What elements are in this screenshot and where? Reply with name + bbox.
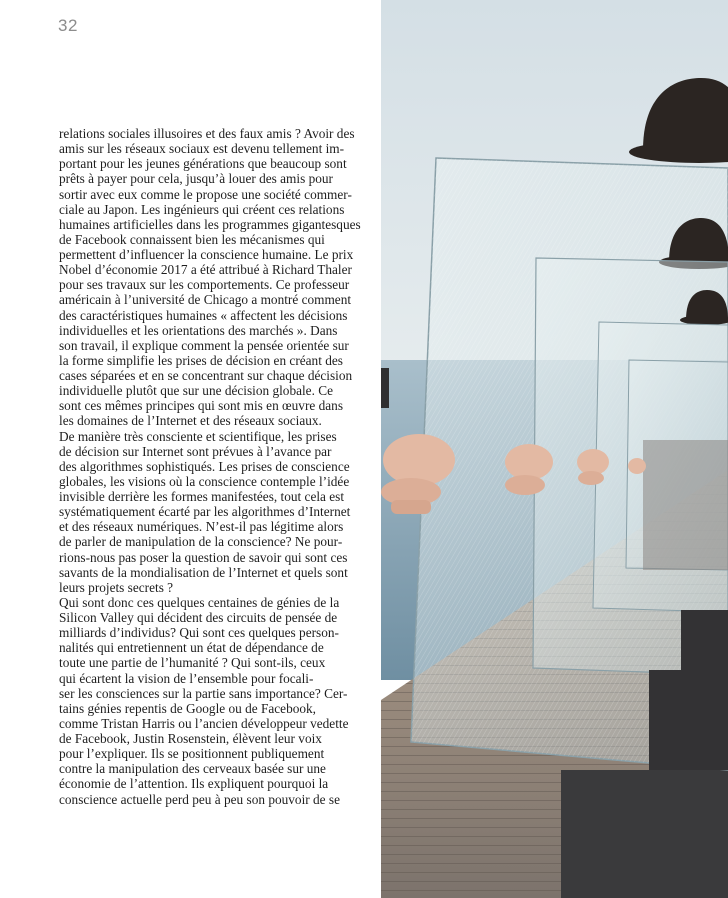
article-line: De manière très consciente et scientifique, les prises: [59, 428, 337, 444]
article-line: la forme simplifie les prises de décision en créant des: [59, 352, 343, 368]
article-text-column: [59, 126, 361, 807]
article-line: son travail, il explique comment la pensée orientée sur: [59, 337, 349, 353]
sleeve: [381, 368, 389, 408]
article-line: pour ses travaux sur les comportements. Ce professeur: [59, 277, 350, 293]
article-line: milliards d’individus? Qui sont ces quelques person-: [59, 625, 339, 641]
man-with-recursive-frames-illustration: [381, 0, 728, 898]
article-line: pour l’expliquer. Ils se positionnent publiquement: [59, 746, 325, 762]
pier-reflection: [643, 440, 728, 570]
coat-piece: [681, 610, 728, 670]
article-line: amis sur les réseaux sociaux est devenu tellement im-: [59, 141, 345, 157]
article-line: permettent d’influencer la conscience humaine. Le prix: [59, 247, 354, 262]
article-line: des caractéristiques humaines « affectent les décisions: [59, 307, 348, 323]
article-line: Nobel d’économie 2017 a été attribué à Richard Thaler: [59, 262, 352, 278]
article-line: individuelles et les orientations des marchés ». Dans: [59, 322, 338, 338]
article-line: qui écartent la vision de l’ensemble pour focali-: [59, 670, 314, 686]
coat: [561, 770, 728, 898]
article-line: humaines artificielles dans les programmes gigantesques: [59, 216, 361, 232]
page-number: 32: [58, 16, 78, 35]
article-line: ciale au Japon. Les ingénieurs qui créent ces relations: [59, 201, 345, 217]
article-line: Qui sont donc ces quelques centaines de génies de la: [59, 594, 340, 610]
article-line: portant pour les jeunes générations que beaucoup sont: [59, 156, 347, 172]
article-line: les domaines de l’Internet et des réseaux sociaux.: [59, 413, 322, 429]
coat-piece: [649, 670, 728, 770]
article-line: tains génies repentis de Google ou de Facebook,: [59, 700, 317, 716]
article-line: invisible derrière les formes manifestées, tout cela est: [59, 489, 345, 504]
article-line: savants de la mondialisation de l’Internet et quels sont: [59, 564, 348, 580]
article-line: relations sociales illusoires et des faux amis ? Avoir des: [59, 126, 355, 141]
article-line: et des réseaux numériques. N’est-il pas légitime alors: [59, 519, 344, 535]
article-line: de Facebook connaissent bien les mécanismes qui: [59, 231, 325, 247]
article-line: de parler de manipulation de la conscience? Ne pour-: [59, 534, 343, 550]
article-line: nalités qui entretiennent un état de dépendance de: [59, 640, 324, 656]
article-line: individuelle plutôt que sur une décision globale. Ce: [59, 383, 334, 399]
article-line: sont ces mêmes principes qui sont mis en œuvre dans: [59, 398, 343, 414]
article-line: cases séparées et en se concentrant sur chaque décision: [59, 368, 353, 383]
article-line: sortir avec eux comme le propose une société commer-: [59, 186, 352, 202]
hand-icon: [628, 458, 646, 474]
article-line: Silicon Valley qui décident des circuits de pensée de: [59, 610, 338, 625]
article-line: de Facebook, Justin Rosenstein, élèvent leur voix: [59, 731, 322, 746]
article-line: contre la manipulation des cerveaux basée sur une: [59, 761, 326, 777]
article-line: comme Tristan Harris ou l’ancien développeur vedette: [59, 715, 349, 731]
article-line: de décision sur Internet sont prévues à l’avance par: [59, 443, 332, 459]
surreal-photo: [381, 0, 728, 898]
article-line: économie de l’attention. Ils expliquent pourquoi la: [59, 776, 329, 792]
article-line: globales, les visions où la conscience contemple l’idée: [59, 473, 350, 489]
article-line: américain à l’université de Chicago a montré comment: [59, 292, 352, 308]
article-line: des algorithmes sophistiqués. Les prises de conscience: [59, 458, 350, 474]
article-line: leurs projets secrets ?: [59, 579, 174, 595]
article-line: conscience actuelle perd peu à peu son pouvoir de se: [59, 791, 340, 807]
article-line: prêts à payer pour cela, jusqu’à louer des amis pour: [59, 171, 333, 187]
article-line: rions-nous pas poser la question de savoir qui sont ces: [59, 549, 348, 565]
article-line: systématiquement écarté par les algorithmes d’Internet: [59, 504, 351, 520]
article-line: toute une partie de l’humanité ? Qui sont-ils, ceux: [59, 655, 326, 671]
article-line: ser les consciences sur la partie sans importance? Cer-: [59, 685, 348, 701]
